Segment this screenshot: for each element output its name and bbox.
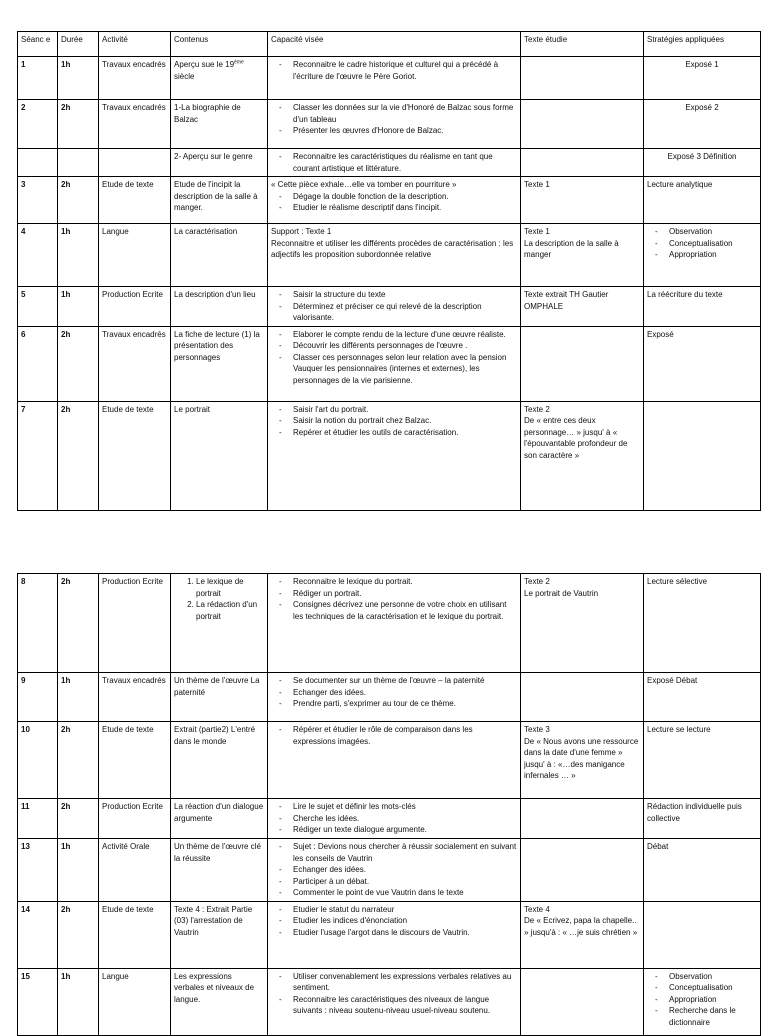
session-objectives (268, 673, 521, 722)
session-strategies (644, 901, 761, 968)
objectives-list (271, 151, 517, 174)
objectives-list-item: - Saisir la notion du portrait chez Balzac. (293, 415, 517, 427)
lesson-plan-table-1 (17, 31, 761, 511)
session-activity: Travaux encadrés (99, 673, 171, 722)
header-row (18, 32, 761, 57)
session-text (521, 287, 644, 327)
objectives-list-item: - Dégage la double fonction de la description. (293, 191, 517, 203)
content-text-continued: siècle (174, 71, 195, 81)
session-text (521, 901, 644, 968)
objectives-list (271, 801, 517, 836)
session-row (18, 799, 761, 839)
session-objectives (268, 968, 521, 1035)
objectives-list-item: - Participer à un débat. (293, 876, 517, 888)
text-title: Texte 1 (524, 180, 550, 189)
objectives-list-item: - Etudier l'usage l'argot dans le discours de Vautrin. (293, 927, 517, 939)
session-text (521, 968, 644, 1035)
session-number: 13 (18, 839, 58, 902)
session-duration: 2h (58, 326, 99, 401)
session-activity: Langue (99, 968, 171, 1035)
content-text: La caractérisation (174, 227, 238, 236)
objectives-list-item: - Consignes décrivez une personne de votre choix en utilisant les techniques de la caractérisation et le lexique du portrait. (293, 599, 517, 622)
session-objectives (268, 149, 521, 177)
objectives-list-item: - Se documenter sur un thème de l'œuvre – la paternité (293, 675, 517, 687)
text-title: Texte 4 (524, 904, 550, 914)
session-number: 11 (18, 799, 58, 839)
session-row (18, 968, 761, 1035)
objectives-list-item: - Déterminez et préciser ce qui relevé de la description valorisante. (293, 301, 517, 324)
session-number: 3 (18, 177, 58, 224)
session-activity: Etude de texte (99, 901, 171, 968)
strategies-text: Lecture sélective (647, 577, 708, 586)
session-strategies (644, 100, 761, 149)
objectives-list-item: - Utiliser convenablement les expressions verbales relatives au sentiment. (293, 971, 517, 994)
session-row (18, 401, 761, 510)
objectives-intro: Support : Texte 1 (271, 227, 332, 236)
session-row (18, 326, 761, 401)
objectives-list-item: - Rédiger un portrait. (293, 588, 517, 600)
session-activity: Production Ecrite (99, 287, 171, 327)
session-strategies (644, 57, 761, 100)
content-text: Texte 4 : Extrait Partie (03) l'arrestation de Vautrin (174, 904, 253, 937)
session-content (171, 839, 268, 902)
objectives-list (271, 904, 517, 939)
session-row (18, 224, 761, 287)
session-content (171, 177, 268, 224)
session-strategies (644, 722, 761, 799)
session-row (18, 839, 761, 902)
session-objectives (268, 326, 521, 401)
objectives-list-item: - Répérer et étudier le rôle de comparaison dans les expressions imagées. (293, 724, 517, 747)
text-title: Texte 3 (524, 725, 550, 734)
objectives-list-item: - Sujet : Devions nous chercher à réussir socialement en suivant les conseils de Vautrin (293, 841, 517, 864)
objectives-list (271, 841, 517, 899)
objectives-list-item: - Reconnaitre le cadre historique et culturel qui a précédé à l'écriture de l'œuvre le Père Goriot. (293, 59, 517, 82)
strategies-list (647, 226, 757, 261)
objectives-list-item: - Classer les données sur la vie d'Honoré de Balzac sous forme d'un tableau (293, 102, 517, 125)
session-objectives (268, 901, 521, 968)
session-activity: Etude de texte (99, 722, 171, 799)
column-header: Texte étudie (521, 32, 644, 57)
strategies-text: Exposé 2 (685, 103, 719, 112)
session-number: 5 (18, 287, 58, 327)
session-activity: Etude de texte (99, 401, 171, 510)
text-excerpt: De « Ecrivez, papa la chapelle.. » jusqu'à : « …je suis chrétien » (524, 916, 638, 937)
content-text: Un thème de l'œuvre La paternité (174, 676, 260, 697)
session-text (521, 839, 644, 902)
session-duration: 1h (58, 224, 99, 287)
session-content (171, 326, 268, 401)
session-objectives (268, 57, 521, 100)
session-content (171, 574, 268, 673)
session-number: 4 (18, 224, 58, 287)
session-objectives (268, 574, 521, 673)
session-text (521, 673, 644, 722)
session-content (171, 799, 268, 839)
session-text (521, 326, 644, 401)
objectives-list-item: - Classer ces personnages selon leur relation avec la pension Vauquer les pensionnaires (internes et externes), les personnages de la vie parisienne. (293, 352, 517, 387)
session-duration: 2h (58, 574, 99, 673)
session-text (521, 177, 644, 224)
content-list (174, 576, 264, 622)
objectives-list (271, 404, 517, 439)
session-number: 2 (18, 100, 58, 149)
session-duration: 1h (58, 673, 99, 722)
text-title: Texte extrait TH Gautier OMPHALE (524, 290, 609, 311)
objectives-list-item: - Rédiger un texte dialogue argumente. (293, 824, 517, 836)
session-number: 10 (18, 722, 58, 799)
lesson-plan-table-2 (17, 573, 761, 1036)
strategies-text: Exposé Débat (647, 676, 698, 685)
objectives-list-item: - Découvrir les différents personnages de l'œuvre . (293, 340, 517, 352)
text-title: Texte 2 (524, 404, 550, 414)
objectives-list-item: - Saisir l'art du portrait. (293, 404, 517, 416)
objectives-list-item: - Reconnaitre les caractéristiques du réalisme en tant que courant artistique et littérature. (293, 151, 517, 174)
session-content (171, 287, 268, 327)
session-text (521, 100, 644, 149)
strategies-text: Rédaction individuelle puis collective (647, 802, 742, 823)
session-number: 8 (18, 574, 58, 673)
strategies-list-item: - Observation (669, 226, 757, 238)
objectives-list-item: - Cherche les idées. (293, 813, 517, 825)
session-number (18, 149, 58, 177)
session-content (171, 100, 268, 149)
objectives-list-item: - Présenter les œuvres d'Honore de Balzac. (293, 125, 517, 137)
objectives-text: Reconnaitre et utiliser les différents procèdes de caractérisation : les adjectifs les proposition subordonnée relative (271, 238, 514, 259)
session-row (18, 100, 761, 149)
content-superscript: ème (234, 59, 244, 66)
session-strategies (644, 287, 761, 327)
session-duration: 2h (58, 799, 99, 839)
objectives-list (271, 724, 517, 747)
session-duration: 2h (58, 100, 99, 149)
strategies-text: Lecture analytique (647, 180, 713, 189)
text-title: Texte 1 (524, 227, 550, 236)
objectives-list-item: - Reconnaitre le lexique du portrait. (293, 576, 517, 588)
session-duration: 1h (58, 287, 99, 327)
session-strategies (644, 326, 761, 401)
session-content (171, 968, 268, 1035)
session-duration: 2h (58, 401, 99, 510)
session-number: 14 (18, 901, 58, 968)
session-row (18, 901, 761, 968)
session-content (171, 149, 268, 177)
content-text: 1-La biographie de Balzac (174, 103, 241, 124)
session-row (18, 57, 761, 100)
session-activity: Travaux encadrés (99, 57, 171, 100)
objectives-list (271, 329, 517, 387)
session-objectives (268, 401, 521, 510)
objectives-list-item: - Commenter le point de vue Vautrin dans le texte (293, 887, 517, 899)
session-strategies (644, 149, 761, 177)
strategies-list-item: - Conceptualisation (669, 238, 757, 250)
objectives-list-item: - Echanger des idées. (293, 687, 517, 699)
objectives-list (271, 191, 517, 214)
session-activity (99, 149, 171, 177)
session-content (171, 57, 268, 100)
session-content (171, 901, 268, 968)
objectives-list (271, 675, 517, 710)
session-objectives (268, 224, 521, 287)
session-strategies (644, 799, 761, 839)
session-activity: Travaux encadrés (99, 100, 171, 149)
column-header: Activité (99, 32, 171, 57)
session-strategies (644, 177, 761, 224)
session-content (171, 224, 268, 287)
strategies-list-item: - Recherche dans le dictionnaire (669, 1005, 757, 1028)
column-header: Stratégies appliquées (644, 32, 761, 57)
session-text (521, 574, 644, 673)
objectives-list (271, 971, 517, 1017)
strategies-text: Exposé 1 (685, 60, 719, 69)
session-duration: 2h (58, 722, 99, 799)
objectives-list-item: - Lire le sujet et définir les mots-clés (293, 801, 517, 813)
strategies-list-item: - Appropriation (669, 994, 757, 1006)
content-text: Extrait (partie2) L'entré dans le monde (174, 725, 256, 746)
strategies-text: Débat (647, 842, 669, 851)
strategies-list (647, 971, 757, 1029)
objectives-intro: « Cette pièce exhale…elle va tomber en pourriture » (271, 180, 457, 189)
session-number: 1 (18, 57, 58, 100)
session-activity: Etude de texte (99, 177, 171, 224)
session-strategies (644, 839, 761, 902)
session-number: 15 (18, 968, 58, 1035)
session-duration: 1h (58, 968, 99, 1035)
session-activity: Travaux encadrés (99, 326, 171, 401)
session-text (521, 799, 644, 839)
content-text: Le portrait (174, 404, 211, 414)
strategies-text: La réécriture du texte (647, 290, 723, 299)
session-number: 6 (18, 326, 58, 401)
session-text (521, 149, 644, 177)
session-strategies (644, 574, 761, 673)
strategies-text: Exposé (647, 329, 674, 339)
objectives-list-item: - Prendre parti, s'exprimer au tour de ce thème. (293, 698, 517, 710)
session-objectives (268, 287, 521, 327)
strategies-text: Lecture se lecture (647, 725, 711, 734)
session-strategies (644, 968, 761, 1035)
objectives-list-item: - Reconnaitre les caractéristiques des niveaux de langue suivants : niveau soutenu-niveau usuel-niveau soutenu. (293, 994, 517, 1017)
session-number: 9 (18, 673, 58, 722)
session-objectives (268, 177, 521, 224)
session-activity: Production Ecrite (99, 574, 171, 673)
content-text: Un thème de l'œuvre clé la réussite (174, 842, 261, 863)
strategies-list-item: - Observation (669, 971, 757, 983)
objectives-list-item: - Etudier le statut du narrateur (293, 904, 517, 916)
session-strategies (644, 224, 761, 287)
content-list-item: 1. Le lexique de portrait (196, 576, 264, 599)
objectives-list-item: - Elaborer le compte rendu de la lecture d'une œuvre réaliste. (293, 329, 517, 341)
session-activity: Production Ecrite (99, 799, 171, 839)
session-row (18, 177, 761, 224)
objectives-list-item: - Repérer et étudier les outils de caractérisation. (293, 427, 517, 439)
session-objectives (268, 722, 521, 799)
session-row (18, 673, 761, 722)
content-text: La réaction d'un dialogue argumente (174, 802, 264, 823)
content-text: Etude de l'incipit la description de la salle à manger. (174, 180, 258, 212)
objectives-list-item: - Etudier les indices d'énonciation (293, 915, 517, 927)
session-text (521, 401, 644, 510)
session-activity: Langue (99, 224, 171, 287)
content-text: 2- Aperçu sur le genre (174, 152, 253, 161)
objectives-list-item: - Saisir la structure du texte (293, 289, 517, 301)
session-objectives (268, 839, 521, 902)
objectives-list (271, 289, 517, 324)
objectives-list (271, 576, 517, 622)
session-duration: 2h (58, 901, 99, 968)
text-title: Texte 2 (524, 577, 550, 586)
objectives-list-item: - Etudier le réalisme descriptif dans l'incipit. (293, 202, 517, 214)
session-strategies (644, 401, 761, 510)
session-text (521, 722, 644, 799)
session-content (171, 673, 268, 722)
content-list-item: 2. La rédaction d'un portrait (196, 599, 264, 622)
session-duration: 2h (58, 177, 99, 224)
objectives-list-item: - Echanger des idées. (293, 864, 517, 876)
strategies-text: Exposé 3 Définition (667, 152, 737, 161)
session-content (171, 722, 268, 799)
session-text (521, 224, 644, 287)
session-content (171, 401, 268, 510)
session-objectives (268, 799, 521, 839)
strategies-list-item: - Appropriation (669, 249, 757, 261)
text-excerpt: La description de la salle à manger (524, 238, 619, 259)
column-header: Durée (58, 32, 99, 57)
strategies-list-item: - Conceptualisation (669, 982, 757, 994)
session-row (18, 574, 761, 673)
session-duration (58, 149, 99, 177)
session-row (18, 149, 761, 177)
session-row (18, 722, 761, 799)
column-header: Séanc e (18, 32, 58, 57)
column-header: Contenus (171, 32, 268, 57)
content-text: Aperçu sue le 19 (174, 60, 235, 69)
session-number: 7 (18, 401, 58, 510)
content-text: La description d'un lieu (174, 290, 256, 299)
session-duration: 1h (58, 839, 99, 902)
content-text: Les expressions verbales et niveaux de langue. (174, 971, 255, 1004)
text-excerpt: De « Nous avons une ressource dans la date d'une femme » jusqu' à : «…des manigance infernales … » (524, 736, 639, 780)
session-strategies (644, 673, 761, 722)
content-text: La fiche de lecture (1) la présentation des personnages (174, 329, 260, 362)
session-duration: 1h (58, 57, 99, 100)
text-excerpt: De « entre ces deux personnage… » jusqu' à « l'épouvantable profondeur de son caractère » (524, 416, 628, 460)
objectives-list (271, 59, 517, 82)
objectives-list (271, 102, 517, 137)
text-excerpt: Le portrait de Vautrin (524, 588, 599, 598)
session-text (521, 57, 644, 100)
session-activity: Activité Orale (99, 839, 171, 902)
session-row (18, 287, 761, 327)
column-header: Capacité visée (268, 32, 521, 57)
session-objectives (268, 100, 521, 149)
